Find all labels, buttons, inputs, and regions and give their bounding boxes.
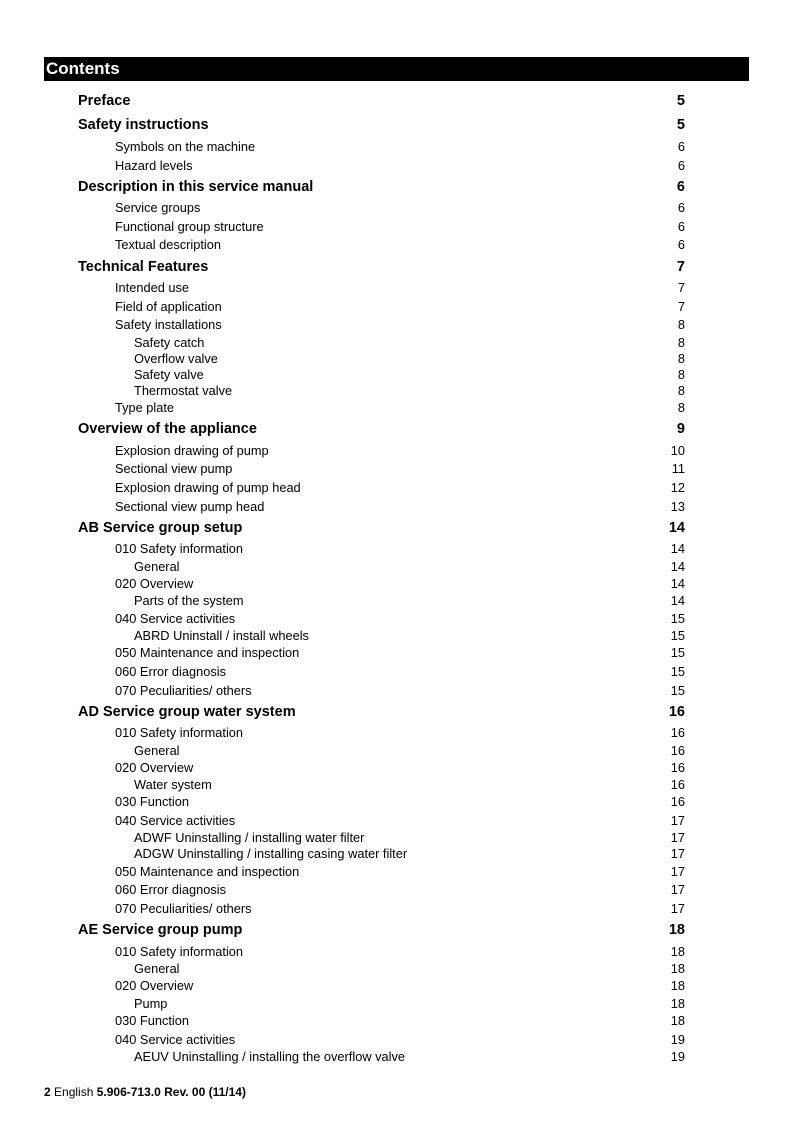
toc-entry-page: 13 [670, 499, 685, 514]
toc-entry-page: 5 [676, 117, 685, 133]
toc-entry-page: 6 [677, 219, 685, 234]
toc-entry-title: General [134, 961, 180, 976]
toc-entry-title: Safety installations [115, 317, 222, 332]
toc-entry-title: General [134, 743, 180, 758]
toc-entry-title: 030 Function [115, 794, 189, 809]
toc-entry-page: 16 [670, 760, 685, 775]
toc-entry-title: Description in this service manual [78, 179, 314, 195]
toc-entry-title: Preface [78, 93, 131, 109]
toc-entry-page: 8 [677, 383, 685, 398]
toc-entry-page: 18 [670, 978, 685, 993]
toc-entry-page: 8 [677, 335, 685, 350]
toc-entry-title: ADWF Uninstalling / installing water filter [134, 830, 365, 845]
toc-entry-page: 19 [670, 1032, 685, 1047]
toc-entry-page: 17 [670, 882, 685, 897]
toc-entry-title: 040 Service activities [115, 813, 236, 828]
toc-entry-page: 18 [668, 922, 685, 938]
page-footer [44, 1085, 246, 1099]
toc-entry-page: 12 [670, 480, 685, 495]
toc-entry-page: 18 [670, 961, 685, 976]
toc-entry-title: Pump [134, 996, 168, 1011]
toc-entry-page: 17 [670, 813, 685, 828]
toc-entry-page: 15 [670, 611, 685, 626]
toc-entry-page: 18 [670, 996, 685, 1011]
toc-entry-page: 10 [670, 443, 685, 458]
toc-entry-page: 9 [676, 421, 685, 437]
toc-entry-page: 14 [668, 520, 685, 536]
toc-entry-page: 7 [677, 299, 685, 314]
toc-entry-title: 070 Peculiarities/ others [115, 901, 252, 916]
toc-entry-page: 11 [671, 461, 685, 476]
toc-entry-page: 16 [670, 743, 685, 758]
footer-doc-ref: 5.906-713.0 Rev. 00 (11/14) [96, 1085, 246, 1099]
toc-entry-page: 7 [676, 259, 685, 275]
toc-entry-page: 15 [670, 664, 685, 679]
toc-entry-page: 8 [677, 317, 685, 332]
toc-entry-title: Type plate [115, 400, 175, 415]
toc-entry-page: 17 [670, 864, 685, 879]
toc-entry-title: Sectional view pump [115, 461, 233, 476]
toc-entry-page: 6 [677, 139, 685, 154]
toc-entry-title: Overflow valve [134, 351, 218, 366]
toc-entry-page: 17 [670, 901, 685, 916]
toc-entry-page: 18 [670, 944, 685, 959]
toc-entry-title: Parts of the system [134, 593, 244, 608]
toc-entry-page: 14 [670, 576, 685, 591]
toc-entry-page: 7 [677, 280, 685, 295]
toc-entry-title: General [134, 559, 180, 574]
toc-entry-title: 020 Overview [115, 576, 194, 591]
toc-entry-title: 030 Function [115, 1013, 189, 1028]
toc-entry-title: Technical Features [78, 259, 209, 275]
toc-entry-page: 6 [677, 200, 685, 215]
toc-entry-title: AE Service group pump [78, 922, 243, 938]
toc-entry-title: Textual description [115, 237, 221, 252]
toc-entry-title: Symbols on the machine [115, 139, 256, 154]
footer-language: English [54, 1085, 94, 1099]
toc-entry-page: 15 [670, 645, 685, 660]
toc-entry-title: Sectional view pump head [115, 499, 265, 514]
toc-entry-page: 16 [670, 777, 685, 792]
toc-entry-title: Functional group structure [115, 219, 264, 234]
toc-entry-title: 020 Overview [115, 978, 194, 993]
toc-entry-page: 17 [670, 830, 685, 845]
toc-entry-page: 14 [670, 593, 685, 608]
toc-entry-title: 010 Safety information [115, 541, 244, 556]
toc-entry-title: Explosion drawing of pump [115, 443, 269, 458]
toc-entry-title: 050 Maintenance and inspection [115, 864, 300, 879]
toc-entry-title: Hazard levels [115, 158, 193, 173]
toc-entry-title: Water system [134, 777, 212, 792]
toc-entry-title: 010 Safety information [115, 944, 244, 959]
toc-entry-page: 8 [677, 351, 685, 366]
toc-entry-page: 6 [677, 237, 685, 252]
footer-page-number: 2 [44, 1085, 51, 1099]
toc-entry-page: 16 [670, 725, 685, 740]
toc-entry-title: 040 Service activities [115, 611, 236, 626]
toc-entry-title: Overview of the appliance [78, 421, 257, 437]
toc-entry-page: 16 [670, 794, 685, 809]
toc-entry-title: AD Service group water system [78, 704, 296, 720]
toc-entry-title: Field of application [115, 299, 222, 314]
toc-entry-title: Safety instructions [78, 117, 209, 133]
toc-entry-page: 8 [677, 400, 685, 415]
toc-entry-title: Thermostat valve [134, 383, 233, 398]
page-title: Contents [46, 59, 120, 78]
toc-entry-title: 060 Error diagnosis [115, 882, 226, 897]
toc-entry-page: 18 [670, 1013, 685, 1028]
toc-entry-title: ADGW Uninstalling / installing casing water filter [134, 846, 408, 861]
toc-entry-title: 020 Overview [115, 760, 194, 775]
toc-entry-title: Safety catch [134, 335, 205, 350]
toc-entry-page: 14 [670, 559, 685, 574]
toc-entry-title: Intended use [115, 280, 190, 295]
toc-entry-title: AEUV Uninstalling / installing the overflow valve [134, 1049, 405, 1064]
toc-entry-title: 010 Safety information [115, 725, 244, 740]
toc-entry-page: 6 [676, 179, 685, 195]
toc-entry-title: Service groups [115, 200, 201, 215]
toc-entry-page: 19 [670, 1049, 685, 1064]
toc-entry-page: 16 [668, 704, 685, 720]
toc-entry-page: 5 [676, 93, 685, 109]
toc-entry-title: ABRD Uninstall / install wheels [134, 628, 309, 643]
toc-entry-page: 8 [677, 367, 685, 382]
toc-entry-page: 15 [670, 683, 685, 698]
contents-header-bar [44, 57, 749, 81]
toc-entry-page: 17 [670, 846, 685, 861]
toc-entry-title: 050 Maintenance and inspection [115, 645, 300, 660]
toc-entry-page: 14 [670, 541, 685, 556]
toc-entry-title: 040 Service activities [115, 1032, 236, 1047]
toc-entry-title: 060 Error diagnosis [115, 664, 226, 679]
toc-entry-title: AB Service group setup [78, 520, 243, 536]
toc-entry-title: Explosion drawing of pump head [115, 480, 301, 495]
toc-entry-page: 15 [670, 628, 685, 643]
toc-entry-title: 070 Peculiarities/ others [115, 683, 252, 698]
toc-entry-title: Safety valve [134, 367, 204, 382]
toc-entry-page: 6 [677, 158, 685, 173]
